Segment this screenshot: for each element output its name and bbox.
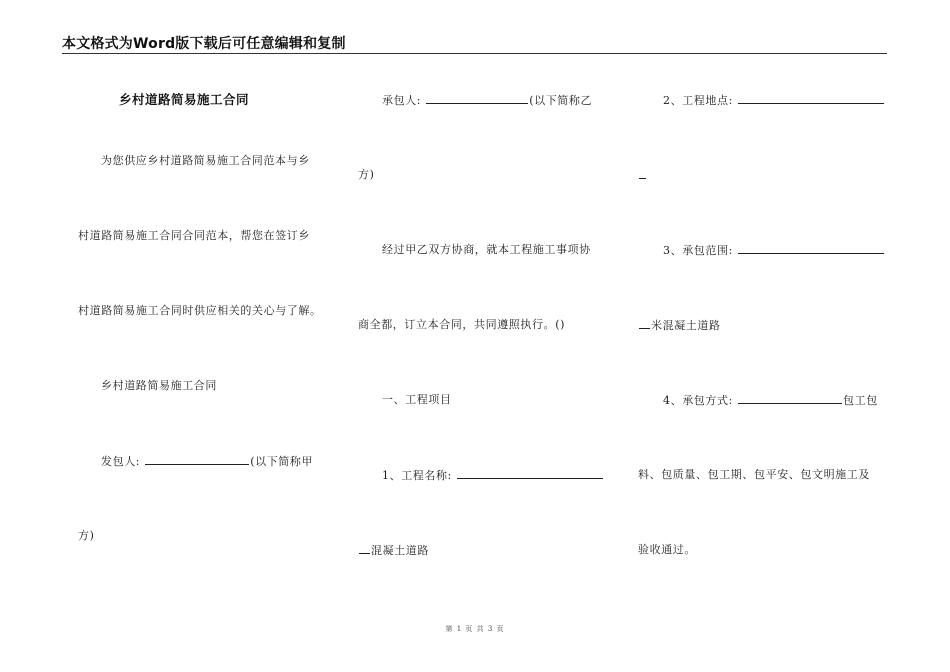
project-name-value-line: [358, 543, 429, 558]
page-number-footer: 第 1 页 共 3 页: [445, 625, 505, 633]
header-divider: [62, 53, 887, 54]
project-name-line: [382, 468, 604, 483]
party-a-tail: 方): [78, 529, 95, 542]
agreement-line-2: 商全都，订立本合同，共同遵照执行。(): [358, 318, 565, 331]
method-line-3: 验收通过。: [638, 543, 696, 556]
contract-title: 乡村道路简易施工合同: [119, 92, 250, 107]
document-header-title: 本文格式为Word版下载后可任意编辑和复制: [62, 36, 346, 52]
scope-line: [663, 243, 885, 258]
party-a-line: [101, 454, 313, 469]
section-project-heading: 一、工程项目: [382, 393, 452, 406]
project-name-blank: [457, 468, 603, 479]
intro-line-1: 为您供应乡村道路简易施工合同范本与乡: [101, 154, 310, 167]
party-a-suffix: (以下简称甲: [250, 455, 314, 468]
method-blank: [738, 393, 842, 404]
method-line-2: 料、包质量、包工期、包平安、包文明施工及: [638, 468, 870, 481]
scope-label: 3、承包范围:: [663, 244, 738, 257]
project-name-value-blank: [359, 543, 370, 554]
method-label: 4、承包方式:: [663, 394, 738, 407]
location-continuation: [638, 168, 647, 183]
location-continuation-blank: [639, 168, 646, 179]
party-b-suffix: (以下简称乙: [529, 94, 593, 107]
intro-line-3: 村道路简易施工合同时供应相关的关心与了解。: [78, 304, 322, 317]
method-suffix: 包工包: [843, 394, 878, 407]
scope-value-line: [638, 318, 721, 333]
party-a-label: 发包人:: [101, 455, 145, 468]
party-b-blank: [426, 93, 528, 104]
location-blank: [738, 93, 884, 104]
party-b-tail: 方): [358, 168, 375, 181]
scope-blank: [738, 243, 884, 254]
project-name-label: 1、工程名称:: [382, 469, 457, 482]
party-a-blank: [145, 454, 249, 465]
intro-line-2: 村道路简易施工合同合同范本，帮您在签订乡: [78, 229, 310, 242]
scope-value-blank: [639, 318, 650, 329]
method-line: [663, 393, 878, 408]
party-b-line: [382, 93, 592, 108]
location-label: 2、工程地点:: [663, 94, 738, 107]
agreement-line-1: 经过甲乙双方协商，就本工程施工事项协: [382, 243, 591, 256]
project-name-value: 混凝土道路: [371, 544, 429, 557]
contract-name-heading: 乡村道路简易施工合同: [101, 379, 217, 392]
scope-value: 米混凝土道路: [651, 319, 721, 332]
party-b-label: 承包人:: [382, 94, 426, 107]
location-line: [663, 93, 885, 108]
